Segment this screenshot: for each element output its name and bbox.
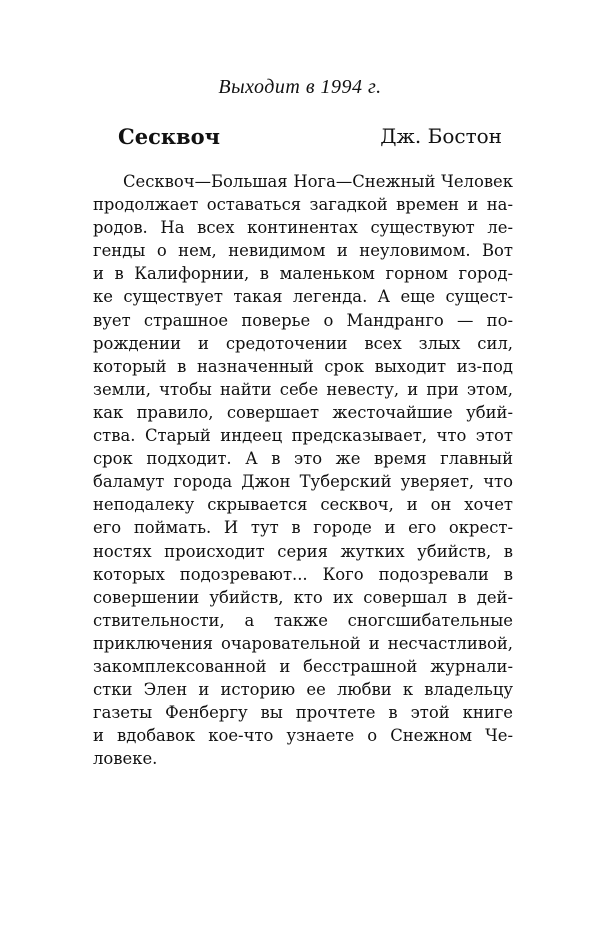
description-line: баламут города Джон Туберский уверяет, что [93, 472, 513, 492]
description-line: срок подходит. А в это же время главный [93, 449, 513, 469]
description-line: вует страшное поверье о Мандранго — по- [93, 310, 513, 330]
description-line: родов. На всех континентах существуют ле- [93, 218, 513, 238]
book-description [93, 170, 513, 770]
description-line: неподалеку скрывается сесквоч, и он хочет [93, 495, 513, 515]
description-line: закомплексованной и бесстрашной журнали- [93, 656, 513, 676]
book-author: Дж. Бостон [380, 124, 502, 148]
description-line: газеты Фенбергу вы прочтете в этой книге [93, 703, 513, 723]
description-line: как правило, совершает жесточайшие убий- [93, 402, 513, 422]
description-line: приключения очаровательной и несчастливой, [93, 633, 513, 653]
description-line: совершении убийств, кто их совершал в дей- [93, 587, 513, 607]
description-line: ностях происходит серия жутких убийств, в [93, 541, 513, 561]
description-line: и в Калифорнии, в маленьком горном город- [93, 264, 513, 284]
description-line: ства. Старый индеец предсказывает, что этот [93, 426, 513, 446]
description-line: которых подозревают... Кого подозревали в [93, 564, 513, 584]
description-line: ствительности, а также сногсшибательные [93, 610, 513, 630]
description-line: ке существует такая легенда. А еще сущест- [93, 287, 513, 307]
description-line: ловеке. [93, 749, 158, 769]
description-line: который в назначенный срок выходит из-под [93, 356, 513, 376]
description-line: продолжает оставаться загадкой времен и на- [93, 195, 513, 215]
description-line: стки Элен и историю ее любви к владельцу [93, 680, 513, 700]
book-title: Сесквоч [118, 124, 220, 149]
description-line: его поймать. И тут в городе и его окрест- [93, 518, 513, 538]
description-line: земли, чтобы найти себе невесту, и при этом, [93, 379, 513, 399]
book-header [118, 124, 502, 154]
release-announcement: Выходит в 1994 г. [218, 76, 382, 98]
description-line: Сесквоч—Большая Нога—Снежный Человек [123, 172, 513, 191]
description-line: рождении и средоточении всех злых сил, [93, 333, 513, 353]
description-line: и вдобавок кое-что узнаете о Снежном Че- [93, 726, 513, 746]
description-line: генды о нем, невидимом и неуловимом. Вот [93, 241, 513, 261]
